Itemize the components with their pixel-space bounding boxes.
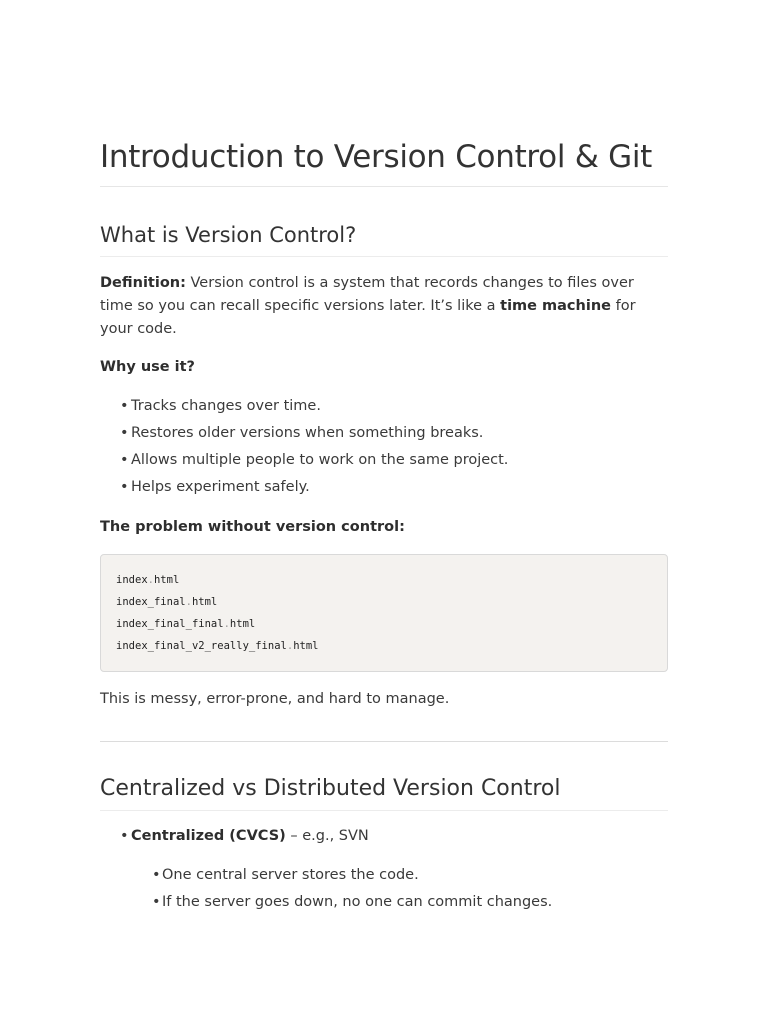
cvcs-example: – e.g., SVN: [290, 828, 369, 844]
code-line: index.html: [116, 574, 180, 586]
definition-text-part1: Version control is a system that records changes to files over time so you can recall specific versions later. It’s like a: [100, 275, 634, 314]
definition-paragraph: [100, 272, 668, 341]
code-line: index_final.html: [116, 596, 218, 608]
list-item-text: Restores older versions when something breaks.: [131, 425, 484, 441]
cvcs-sub-list: [120, 862, 668, 916]
bullet-icon: •: [152, 867, 161, 883]
list-item: [120, 474, 668, 501]
section-divider: [100, 741, 668, 742]
code-line: index_final_v2_really_final.html: [116, 640, 319, 652]
bullet-icon: •: [120, 479, 129, 495]
page-title: Introduction to Version Control & Git: [100, 136, 668, 187]
problem-heading: The problem without version control:: [100, 519, 405, 535]
cvcs-dvcs-list: [100, 825, 668, 916]
list-item-text: One central server stores the code.: [162, 867, 419, 883]
list-item: [120, 393, 668, 420]
definition-label: Definition:: [100, 275, 186, 291]
list-item: [152, 889, 668, 916]
list-item-text: Helps experiment safely.: [131, 479, 310, 495]
code-block: [100, 554, 668, 672]
bullet-icon: •: [120, 425, 129, 441]
document-page: [100, 0, 668, 916]
list-item-text: If the server goes down, no one can commit changes.: [162, 894, 553, 910]
code-line: index_final_final.html: [116, 618, 256, 630]
definition-bold-phrase: time machine: [500, 298, 611, 314]
list-item: [120, 825, 668, 916]
list-item: [120, 420, 668, 447]
bullet-icon: •: [152, 894, 161, 910]
section-heading-what-is-version-control: What is Version Control?: [100, 220, 668, 257]
list-item: [152, 862, 668, 889]
why-use-it-heading: Why use it?: [100, 359, 195, 375]
definition-text-part2: for your code.: [100, 298, 636, 337]
bullet-icon: •: [120, 452, 129, 468]
list-item-text: Allows multiple people to work on the same project.: [131, 452, 509, 468]
section-heading-centralized-vs-distributed: Centralized vs Distributed Version Control: [100, 774, 668, 811]
bullet-icon: •: [120, 398, 129, 414]
cvcs-label: Centralized (CVCS): [131, 828, 286, 844]
after-code-paragraph: This is messy, error-prone, and hard to manage.: [100, 691, 450, 707]
bullet-icon: •: [120, 828, 129, 844]
list-item-text: Tracks changes over time.: [131, 398, 321, 414]
list-item: [120, 447, 668, 474]
why-bullet-list: [100, 393, 668, 501]
